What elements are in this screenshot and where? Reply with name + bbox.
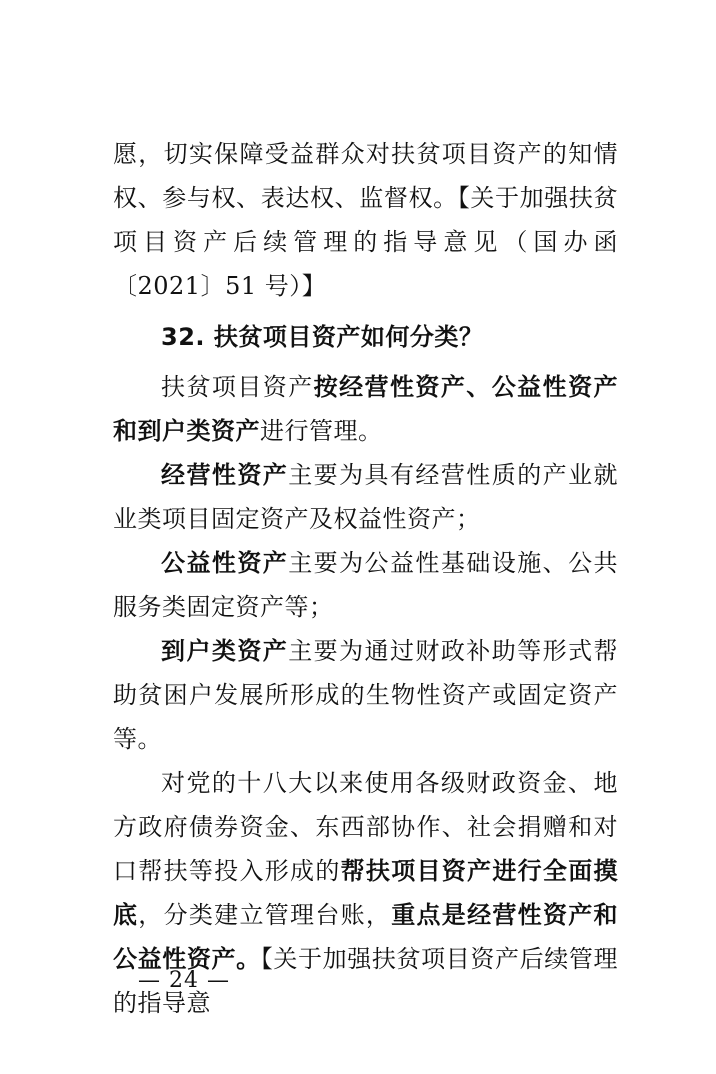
paragraph-text: ，分类建立管理台账， xyxy=(138,901,392,929)
body-text xyxy=(113,132,618,1025)
paragraph-text: 主要为具有经营性质的产业就业类项目固定资产及权益性资产； xyxy=(113,461,619,533)
paragraph-text: 进行管理。 xyxy=(260,417,383,445)
page-number: — 24 — xyxy=(138,968,230,993)
paragraph-text: 扶贫项目资产 xyxy=(161,373,314,401)
paragraph-household-assets xyxy=(113,629,618,761)
emphasis-text: 按经营性资产、公益性资产和到户类资产 xyxy=(113,373,619,445)
paragraph-text: 愿，切实保障受益群众对扶贫项目资产的知情权、参与权、表达权、监督权。【关于加强扶贫项目资产后续管理的指导意见（国办函〔2021〕51 号）】 xyxy=(113,140,618,300)
paragraph-text: 主要为通过财政补助等形式帮助贫困户发展所形成的生物性资产或固定资产等。 xyxy=(113,637,619,753)
emphasis-text: 到户类资产 xyxy=(161,637,289,665)
paragraph-public-welfare-assets xyxy=(113,541,618,629)
paragraph-operating-assets xyxy=(113,453,618,541)
emphasis-text: 重点是经营性资产和公益性资产。 xyxy=(113,901,619,973)
paragraph-text: 【关于加强扶贫项目资产后续管理的指导意 xyxy=(113,945,618,1017)
emphasis-text: 公益性资产 xyxy=(161,549,289,577)
section-heading xyxy=(113,315,618,359)
paragraph-text: 对党的十八大以来使用各级财政资金、地方政府债券资金、东西部协作、社会捐赠和对口帮扶等投入形成的 xyxy=(113,769,618,885)
paragraph-classification xyxy=(113,365,618,453)
heading-text: 32. 扶贫项目资产如何分类？ xyxy=(161,323,484,351)
emphasis-text: 经营性资产 xyxy=(161,461,289,489)
paragraph-continuation xyxy=(113,132,618,308)
emphasis-text: 帮扶项目资产进行全面摸底 xyxy=(113,857,619,929)
paragraph-text: 主要为公益性基础设施、公共服务类固定资产等； xyxy=(113,549,619,621)
